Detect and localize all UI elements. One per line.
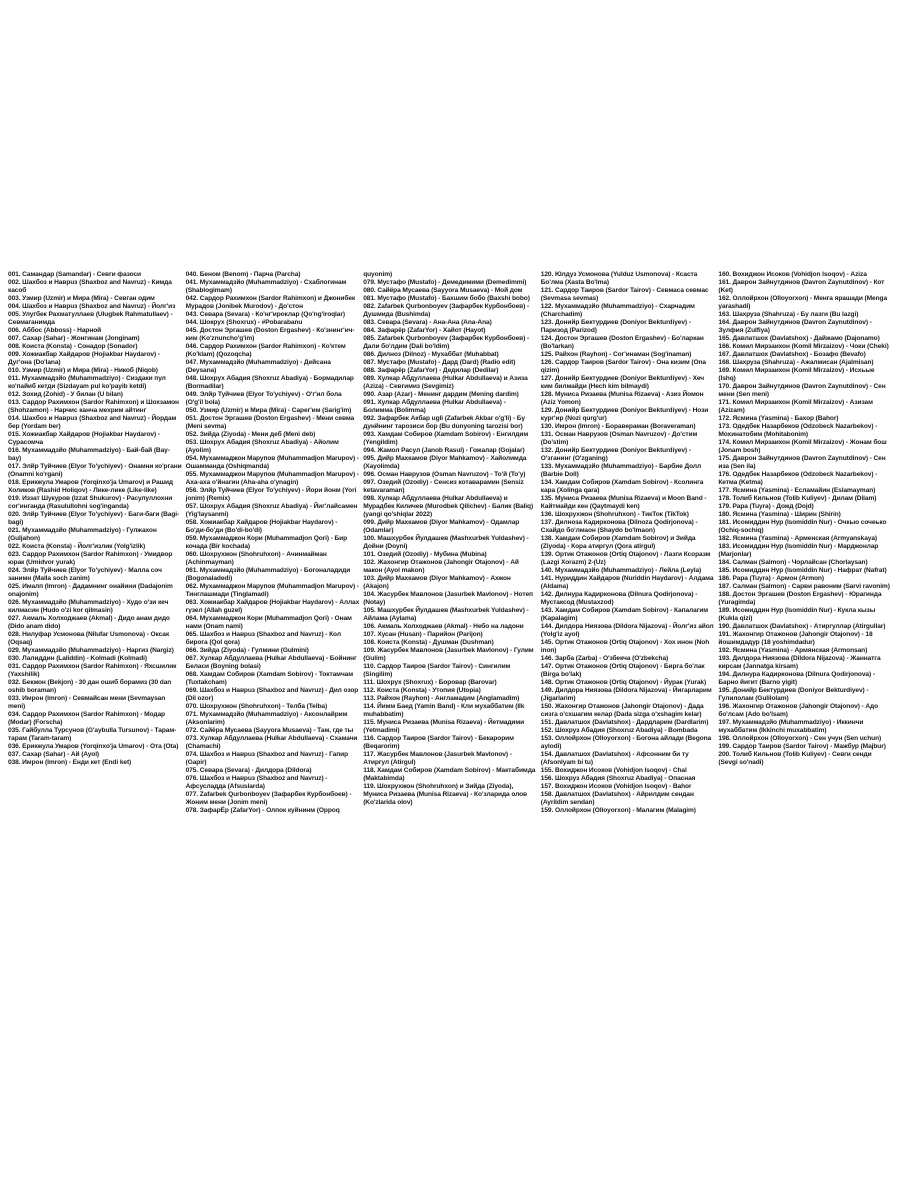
song-entry: 186. Рара (Tuyra) - Армон (Armon) [718,575,824,582]
song-entry: 013. Сардор Рахимхон (Sardor Rahimxon) и Шохзамон (Shohzamon) - Нарчис канча мехрим айтинг [8,399,179,414]
song-column-2 [186,271,360,931]
song-entry: 037. Сахар (Sahar) - Ай (Ayol) [8,751,100,758]
song-entry: 095. Дийр Махкамов (Diyor Mahkamov) - Хайолимда (Xayolimda) [363,455,527,470]
song-entry: 035. Гайбулла Турсунов (G'aybulla Tursunov) - Тарам-тарам (Taram-taram) [8,727,177,742]
song-entry: 130. Имрон (Imron) - Бораверaман (Boraveraman) [540,423,696,430]
song-entry: 041. Мухаммадзйо (Muhammadziyo) - Схаблогинам (Shablogimam) [185,279,347,294]
song-entry: 071. Мухаммадзйо (Muhammadziyo) - Аксонлайрим (Aksonlarim) [185,711,348,726]
song-entry: 075. Севара (Sevara) - Дилдора (Dildora) [185,767,312,774]
song-entry: 121. Сардор Таиров (Sardor Tairov) - Севмаса севмас (Sevmasa sevmas) [540,287,709,302]
song-entry: 076. Шахбоз и Наврuз (Shaxboz and Navruz) - Афсусладда (Afsuslarda) [185,775,328,790]
song-entry: 108. Коиста (Konsta) - Душман (Dushman) [363,639,494,646]
song-entry: 191. Жахонгир Отажонов (Jahongir Otajonov) - 18 йошимдадур (18 yoshimdadur) [718,631,873,646]
song-entry: 194. Дилнура Кадиркoнова (Dilnura Qodirjonova) - Барно йигит (Barno yigit) [718,671,875,686]
song-entry: 185. Исомиддин Нур (Isomiddin Nur) - Нафрат (Nafrat) [718,567,887,574]
song-entry: 084. Зафарёр (ZafarYor) - Хайот (Hayot) [363,327,486,334]
song-entry: 128. Муниса Ризаева (Munisa Rizaeva) - Азиз Йомон (Aziz Yomon) [540,391,704,406]
song-entry: 187. Салман (Salmon) - Сарви равоним (Sarvi ravonim) [718,583,890,590]
song-entry: 150. Жахонгир Отажонов (Jahongir Otajonov) - Дада сизга о'схшагим келар (Dada sizga o'xshagim kelar) [540,703,704,718]
song-entry: 082. Zafarbek Qurbonboyev (Зафарбек Курбонбоев) - Душмида (Bushimda) [363,303,530,318]
song-entry: 198. Оллойрхон (Olloyorxon) - Сен учун (Sen uchun) [718,735,882,742]
song-entry: 106. Акмаль Холходжаев (Akmal) - Небо на ладони [363,623,524,630]
song-entry: 120. Юлдуз Усмонова (Yulduz Usmonova) - Ксаста Бо'лма (Xasta Bo'lma) [540,271,698,286]
song-entry: 074. Шахбоз и Наврuз (Shaxboz and Navruz) - Гапир (Gapir) [185,751,349,766]
song-entry: 042. Сардор Рахимхон (Sardor Rahimxon) и Джонибек Мурадов (Jonibek Murodov) - До'стон [185,295,356,310]
song-entry: 199. Сардор Таиров (Sardor Tairov) - Мажбур (Majbur) [718,743,886,750]
song-entry: 180. Ясмина (Yasmina) - Ширин (Shirin) [718,511,841,518]
song-entry: 172. Ясмина (Yasmina) - Бахор (Bahor) [718,415,839,422]
song-entry: 028. Нилуфар Усмонова (Nilufar Usmonova) - Оксак (Oqsaq) [8,631,170,646]
song-entry: 160. Вохиджон Исоков (Vohidjon Isoqov) - Aziza [718,271,867,278]
song-entry: 143. Хамдам Собиров (Xamdam Sobirov) - Капалагим (Kapalagim) [540,607,709,622]
song-entry: 091. Хулкар Абдуллаева (Hulkar Abdullaeva) - Болимма (Bolimma) [363,399,506,414]
song-entry: 020. Элйр Туйчиев (Elyor To'ychiyev) - Баги-баги (Bagi-bagi) [8,511,180,526]
song-entry: 072. Сайёра Мусаева (Sayyora Musaeva) - Там, где ты [185,727,354,734]
song-entry: 141. Нуриддин Хайдаров (Nuriddin Haydarov) - Алдама (Aldama) [540,575,714,590]
song-entry: 102. Жахонгир Отажонов (Jahongir Otajonov) - Ай макон (Ayol makon) [363,559,519,574]
song-entry: 023. Сардор Рахимхон (Sardor Rahimxon) - Умидвор юрак (Umidvor yurak) [8,551,173,566]
song-entry: 006. Аббос (Abboss) - Нарной [8,327,102,334]
song-entry: 119. Шохрухжон (Shohruhxon) и Зийда (Ziyoda), Муниса Ризаева (Munisa Rizaeva) - Ко'зларида олов (Ko'zlarida olov) [363,783,528,806]
song-entry: 111. Шохрух (Shoxrux) - Боровар (Barovar) [363,679,497,686]
song-entry: 032. Бекжон (Bekjon) - 30 дан ошиб борамиз (30 dan oshib boraman) [8,679,172,694]
song-entry: 146. Зарба (Zarba) - О'збекча (O'zbekcha) [540,655,669,662]
song-entry: 099. Дийр Махкамов (Diyor Mahkamov) - Одамлар (Odamlar) [363,519,520,534]
song-entry: 113. Райхон (Rayhon) - Англамадим (Anglamadim) [363,695,520,702]
song-entry: 196. Жахонгир Отажонов (Jahongir Otajonov) - Адо бо'лсам (Ado bo'lsam) [718,703,879,718]
song-entry: 096. Осман Наврузов (Osman Navruzov) - То'й (To'y) [363,471,526,478]
song-entry: 129. Донийр Бектурдиев (Doniyor Bekturdiyev) - Нози кург'ир (Nozi qurg'ur) [540,407,709,422]
song-entry: 117. Жасурбек Мавлонов (Jasurbek Mavlonov) - Атиргул (Atirgul) [363,751,512,766]
song-entry: 123. Донийр Бектурдиев (Doniyor Bekturdiyev) - Паризод (Parizod) [540,319,691,334]
song-entry: 156. Шохруз Абадия (Shoxruz Abadiya) - Опасная [540,775,696,782]
song-entry: 012. Зохид (Zohid) - У билан (U bilan) [8,391,123,398]
song-column-4 [541,271,715,931]
song-entry: 195. Донийр Бектурдиев (Doniyor Bekturdiyev) - Гулилолам (Gulilolam) [718,687,869,702]
song-entry: 065. Шахбоз и Наврuз (Shaxboz and Navruz) - Кол бирога (Qol qora) [185,631,341,646]
song-entry: 054. Мухаммаджон Марупов (Muhammadjon Marupov) - Ошамманда (Oshiqmanda) [185,455,359,470]
song-entry: 001. Самандар (Samandar) - Севги фазоси [8,271,141,278]
song-entry: 062. Мухаммаджон Марупов (Muhammadjon Marupov) - Тинглашмади (Tinglamadi) [185,583,359,598]
song-entry: 046. Сардор Рахимхон (Sardor Rahimxon) - Ко'ктем (Ko'klam) (Qozoqcha) [185,343,346,358]
song-entry: 192. Ясмина (Yasmina) - Армянская (Armonsan) [718,647,868,654]
song-entry: 174. Комил Мирзаихон (Komil Mirzaizov) - Жонам бош (Jonam bosh) [718,439,887,454]
song-entry: 010. Узмир (Uzmir) и Мира (Mira) - Никоб (Niqob) [8,367,158,374]
song-entry: 068. Хамдам Собиров (Xamdam Sobirov) - Токтамчам (Tuxtakcham) [185,671,354,686]
song-entry: 109. Жасурбек Мавлонов (Jasurbek Mavlonov) - Гулим (Gulim) [363,647,534,662]
song-entry: 154. Давлатшох (Davlatshox) - Афсонним би ту (Afsonlyam bi tu) [540,751,689,766]
song-entry: 025. Ималп (Imron) - Дадамнинг онайини (Dadajonim onajonim) [8,583,173,598]
song-entry: 098. Хулкар Абдуллаева (Hulkar Abdullaeva) и Мурадбек Киличев (Murodbek Qilichev) - Балик (Baliq) (yangi qo'shiqlar 2022) [363,495,534,518]
song-entry: 125. Райхон (Rayhon) - Сог'инаман (Sog'inaman) [540,351,692,358]
song-entry: 127. Донийр Бектурдиев (Doniyor Bekturdiyev) - Хеч ким билмайди (Hech kim bilmaydi) [540,375,705,390]
song-entry: 179. Рара (Tuyra) - Дожд (Dojd) [718,503,814,510]
song-entry: 118. Хамдам Собиров (Xamdam Sobirov) - Мактабимда (Maktabimda) [363,767,536,782]
song-entry: 051. Достон Эргашев (Doston Ergashev) - Мени севма (Meni sevma) [185,415,355,430]
song-entry: 158. Давлатшох (Davlatshox) - Айрилдим сендан (Ayrildim sendan) [540,791,694,806]
song-entry: 114. Йимм Баед (Yamin Band) - Кли мухаббатим (Ilk muhabbatim) [363,703,525,718]
song-entry: 069. Шахбоз и Наврuз (Shaxboz and Navruz) - Дил озор (Dil ozor) [185,687,359,702]
song-entry: 092. Зафарбек Акбар ugli (Zafarbek Akbar o'g'li) - Бу дунйнинг тарозиси бор (Bu dunyoning tarozisi bor) [363,415,525,430]
song-entry: 070. Шохрухжон (Shohruhxon) - Телба (Telba) [185,703,328,710]
song-entry: 044. Шокрух (Shoxrux) - #Pobarabanu [185,319,303,326]
song-entry: 148. Ортик Отажонов (Ortiq Otajonov) - Йурак (Yurak) [540,679,707,686]
song-entry: 177. Ясмина (Yasmina) - Есламайин (Eslamayman) [718,487,876,494]
song-entry: 112. Коиста (Konsta) - Утопия (Utopia) [363,687,481,694]
song-entry: 009. Хожиакбар Хайдаров (Hojiakbar Haydarov) - Дуг'онa (Do'lana) [8,351,160,366]
song-entry: 137. Дилноза Кадиркoнова (Dilnoza Qodirjonova) - Схайдо бо'лмаон (Shaydo bo'lmaon) [540,519,698,534]
song-entry: 144. Дилдора Ниязова (Dildora Nijazova) - Йолг'из айол (Yolg'iz ayol) [540,623,714,638]
song-entry: 004. Шахбоз и Наврuз (Shaxboz and Navruz) - Йолг'из [8,303,176,310]
song-entry: 142. Дилнура Кадиркoнова (Dilnura Qodirjonova) - Мустаксод (Mustaxzod) [540,591,698,606]
song-entry: 103. Дийр Махкамов (Diyor Mahkamov) - Ахжон (Akajon) [363,575,511,590]
song-entry: 124. Достон Эргашев (Doston Ergashev) - Бо'ларкан (Bo'larkan) [540,335,704,350]
song-entry: 033. Имрон (Imron) - Севмайсан мени (Sevmaysan meni) [8,695,166,710]
song-entry: 089. Хулкар Абдуллаева (Hulkar Abdullaeva) и Азиза (Aziza) - Севгимиз (Sevgimiz) [363,375,528,390]
song-entry: 066. Зийда (Ziyoda) - Гулмини (Gulmini) [185,647,309,654]
song-entry: 135. Муниса Ризаева (Munisa Rizaeva) и Moon Band - Кайтмайди кен (Qaytmaydi ken) [540,495,707,510]
song-entry: 188. Достон Эргашев (Doston Ergashev) - Юрагинда (Yuragimda) [718,591,882,606]
song-column-3 [363,271,537,931]
song-entry: 077. Zafarbek Qurbonboyev (Зафарбек Курбонбоев) - Жоним мени (Jonim meni) [185,791,352,806]
song-entry: 155. Вохиджон Исоков (Vohidjon Isoqov) - Chal [540,767,687,774]
song-entry: 040. Беном (Benom) - Парча (Parcha) [185,271,301,278]
song-entry: 184. Салман (Salmon) - Чорлайсан (Chorlaysan) [718,559,868,566]
song-entry: 181. Исомиддин Нур (Isomiddin Nur) - Очкыо сочеько (Ochiq-sochiq) [718,519,887,534]
song-entry: 175. Даврон Зайнутдинов (Davron Zaynutdinov) - Сен иза (Sen ila) [718,455,886,470]
song-entry: 024. Элйр Туйчиев (Elyor To'ychiyev) - Малла соч занимн (Malla soch zanim) [8,567,162,582]
song-entry: 047. Мухаммадзйо (Muhammadziyo) - Дейсана (Deysana) [185,359,331,374]
song-entry: 086. Дилноз (Dilnoz) - Мухаббат (Muhabbat) [363,351,499,358]
song-entry: 029. Мухаммадзйо (Muhammadziyo) - Наргиз (Nargiz) [8,647,174,654]
song-entry: 178. Толиб Кильнов (Tolib Kuliyev) - Дилам (Dilam) [718,495,877,502]
song-entry: 139. Ортик Отажонов (Ortiq Otajonov) - Лазги Ксоразм (Lazgi Xorazm) 2-(Uz) [540,551,711,566]
song-entry: 090. Азар (Azar) - Менинг дардим (Mening dardim) [363,391,519,398]
song-entry: 048. Шохрух Абадия (Shoxruz Abadiya) - Бормадилар (Bormadilar) [185,375,354,390]
song-entry: 151. Давлатшох (Davlatshox) - Дардларим (Dardlarim) [540,719,709,726]
song-entry: 034. Сардор Рахимхон (Sardor Rahimxon) - Модар (Modar) (Forscha) [8,711,165,726]
song-entry: 063. Хожиакбар Хайдаров (Hojiakbar Haydarov) - Аллах гузел (Allah guzel) [185,599,360,614]
song-entry: 019. Иззат Шукуров (Izzat Shukurov) - Расулуллохни сог'инганда (Rasulullohni sog'inganda) [8,495,173,510]
song-entry: 167. Давлатшох (Davlatshox) - Бозафо (Bevafo) [718,351,866,358]
song-entry: 049. Элйр Туйчиев (Elyor To'ychiyev) - О'г'ил бола (O'g'il bola) [185,391,342,406]
song-entry: 165. Давлатшох (Davlatshox) - Дайжамо (Dajonamo) [718,335,880,342]
song-entry: 008. Коиста (Konsta) - Сонадор (Sonador) [8,343,138,350]
song-entry: 018. Ерикжула Умаров (Yorqinxo'ja Umarov) и Рашид Холиков (Rashid Holiqov) - Лике-лике (Like-like) [8,479,174,494]
song-entry: 169. Комил Мирзаихон (Komil Mirzaizov) - Исхьые (Ishq) [718,367,875,382]
song-entry: 022. Коиста (Konsta) - Йолг'излик (Yolg'izlik) [8,543,146,550]
song-entry: 163. Шахруза (Shahruza) - Бу лазги (Bu lazgi) [718,311,859,318]
song-entry: 136. Шохрухжон (Shohruhxon) - ТикТок (TikTok) [540,511,689,518]
song-entry: 017. Элйр Туйчиев (Elyor To'ychiyev) - Онамни ко'ргани (Onamni ko'rgani) [8,463,182,478]
song-entry: 126. Сардор Таиров (Sardor Tairov) - Она кизим (Ona qizim) [540,359,706,374]
song-entry: 115. Муниса Ризаева (Munisa Rizaeva) - Йетмадими (Yetmadimi) [363,719,525,734]
song-entry: 200. Толиб Кильнов (Tolib Kuliyev) - Севги сенди (Sevgi so'nadi) [718,751,872,766]
song-entry: 073. Хулкар Абдуллаева (Hulkar Abdullaeva) - Схамачи (Chamachi) [185,735,358,750]
song-entry: 166. Комил Мирзаихон (Komil Mirzaizov) - Чоки (Cheki) [718,343,889,350]
song-entry: 094. Жамол Расул (Janob Rasul) - Гожалар (Gojalar) [363,447,525,454]
song-list-sheet [8,271,892,931]
song-column-5 [718,271,892,931]
song-entry: 193. Дилдора Ниязова (Dildora Nijazova) - Жаннатга кирсам (Jannatga kirsam) [718,655,881,670]
song-entry: 026. Мухаммадзйо (Muhammadziyo) - Худо о'зи кеч килмасин (Hudo o'zi kor qilmasin) [8,599,169,614]
song-entry: 053. Шохрух Абадия (Shoxruz Abadiya) - Айолим (Ayolim) [185,439,339,454]
song-entry: 085. Zafarbek Qurbonboyev (Зафарбек Курбонбоев) - Дали бо'лдим (Dali bo'ldim) [363,335,530,350]
song-entry: 134. Хамдам Собиров (Xamdam Sobirov) - Ксолинга кара (Xolinga qara) [540,479,704,494]
song-entry: 145. Ортик Отажонов (Ortiq Otajonov) - Хох инон (Noh inon) [540,639,710,654]
song-entry: 031. Сардор Рахимхон (Sardor Rahimxon) - Яхсшилик (Yaxshilik) [8,663,177,678]
song-entry: 131. Осман Наврузов (Osman Navruzov) - До'стим (Do'stim) [540,431,698,446]
song-entry: 159. Оллойрхон (Olloyorxon) - Малагим (Malagim) [540,807,696,814]
song-entry: 173. Одедбек Назарбеков (Odzobeck Nazarbekov) - Мохинатобим (Mohitabonim) [718,423,878,438]
song-entry: 161. Даврон Зайнутдинов (Davron Zaynutdinov) - Кот (Ket) [718,279,885,294]
song-entry: 003. Узмир (Uzmir) и Мира (Mira) - Севган одим [8,295,155,302]
song-entry: 122. Мухаммадзйо (Muhammadziyo) - Схарчадим (Charchadim) [540,303,695,318]
song-entry: 171. Комил Мирзаихон (Komil Mirzaizov) - Азизам (Azizam) [718,399,873,414]
song-entry: 016. Мухаммадзйо (Muhammadziyo) - Бай-бай (Bay-bay) [8,447,170,462]
song-entry: 110. Сардор Таиров (Sardor Tairov) - Сингилим (Singilim) [363,663,511,678]
song-entry: 002. Шахбоз и Наврuз (Shaxboz and Navruz) - Кимда касоб [8,279,172,294]
song-entry: 152. Шохруз Абадия (Shoxruz Abadiya) - Bombada [540,727,698,734]
song-entry: 052. Зийда (Ziyoda) - Мени деб (Meni deb) [185,431,316,438]
song-entry: 107. Хусан (Husan) - Парийон (Parijon) [363,631,483,638]
song-entry: 015. Хожиакбар Хайдаров (Hojiakbar Haydarov) - Сурасомча [8,431,160,446]
song-entry: 014. Шахбоз и Наврuз (Shaxboz and Navruz) - Йордам бер (Yordam ber) [8,415,177,430]
song-entry: 036. Ерикжула Умаров (Yorqinxo'ja Umarov) - Ота (Ota) [8,743,179,750]
song-entry: 011. Мухаммадзйо (Muhammadziyo) - Сиздаки пул ко'пайиб кетди (Sizdayam pul ko'payib ketdi) [8,375,166,390]
song-entry: 043. Севара (Sevara) - Ко'нг'ироклар (Qo'ng'iroqlar) [185,311,345,318]
song-entry: 080. Сайёра Мусаева (Sayyora Musaeva) - Мой дом [363,287,523,294]
song-entry: 093. Хамдам Собиров (Xamdam Sobirov) - Енгилдим (Yengildim) [363,431,529,446]
song-entry: 060. Шохрухжон (Shohruhxon) - Ачинмайман (Achinmayman) [185,551,327,566]
song-entry: 005. Улугбек Рахматуллаев (Ulugbek Rahmatullaev) - Севмаганимда [8,311,173,326]
song-entry: 149. Дилдора Ниязова (Dildora Nijazova) - Йигарларим (Jigarlarim) [540,687,712,702]
song-entry: 132. Донийр Бектурдиев (Doniyor Bekturdiyev) - О'зганинг (O'zganing) [540,447,691,462]
song-entry: 140. Мухаммадзйо (Muhammadziyo) - Лейла (Leyla) [540,567,702,574]
song-entry: 059. Мухаммаджон Кори (Muhammadjon Qori) - Бир кочада (Bir kochada) [185,535,348,550]
song-entry: 176. Одедбек Назарбеков (Odzobeck Nazarbekov) - Кетма (Ketma) [718,471,878,486]
song-entry: 170. Даврон Зайнутдинов (Davron Zaynutdinov) - Сен мени (Sen meni) [718,383,886,398]
song-entry: 197. Мухаммадзйо (Muhammadziyo) - Иккинчи мухаббатим (Ikkinchi muxabbatim) [718,719,864,734]
song-entry: 153. Оллойрхон (Olloyorxon) - Богона айлади (Begona aylodi) [540,735,712,750]
song-entry: 079. Мустафо (Mustafo) - Демедимими (Demedimmi) [363,279,527,286]
song-entry: 078. ЗафарЁр (ZafarYor) - Олпок куйнинм (Oppoq [185,807,340,814]
song-entry: 038. Имрон (Imron) - Енди кет (Endi ket) [8,759,132,766]
song-column-1 [8,271,182,931]
song-entry: 050. Узмир (Uzmir) и Мира (Mira) - Сарег'им (Sarig'im) [185,407,352,414]
song-entry: 083. Севара (Sevara) - Ана-Ана (Ana-Ana) [363,319,492,326]
song-entry: 045. Достон Эргашев (Doston Ergashev) - Ко'знинг'ич-ким (Ko'znuncho'g'im) [185,327,355,342]
song-entry: 064. Мухаммаджон Кори (Muhammadjon Qori) - Онам нами (Onam nami) [185,615,352,630]
song-entry: 104. Жасурбек Мавлонов (Jasurbek Mavlonov) - Нотеп (Notay) [363,591,533,606]
song-entry: 164. Даврон Зайнутдинов (Davron Zaynutdinov) - Зулфия (Zulfiya) [718,319,872,334]
song-entry: 055. Мухаммаджон Марупов (Muhammadjon Marupov) - Аха-аха о'йнагин (Aha-aha o'ynagin) [185,471,359,486]
song-entry: 182. Ясмина (Yasmina) - Арменская (Armyanskaya) [718,535,877,542]
song-entry: 087. Мустафо (Mustafo) - Дард (Dard) (Radio edit) [363,359,516,366]
song-entry: 168. Шахруза (Shahruza) - Ажалмисан (Ajalmisan) [718,359,874,366]
song-entry: 097. Озедий (Ozodiy) - Сенсиз котаварамин (Sensiz ketavaraman) [363,479,524,494]
song-entry: 067. Хулкар Абдуллаева (Hulkar Abdullaeva) - Бойнинг Беласи (Boyning bolasi) [185,655,357,670]
song-entry: 058. Хожиакбар Хайдаров (Hojiakbar Haydarov) - Бо'ди-бо'ди (Bo'di-bo'di) [185,519,338,534]
song-entry: 157. Вохиджон Исоков (Vohidjon Isoqov) - Bahor [540,783,692,790]
song-entry: quyonim) [363,271,393,278]
song-entry: 088. Зафарёр (ZafarYor) - Дедилар (Dedilar) [363,367,499,374]
song-entry: 138. Хамдам Собиров (Xamdam Sobirov) и Зийда (Ziyoda) - Кора атиргул (Qora atirgul) [540,535,696,550]
song-entry: 030. Лалиддин (Laliddin) - Kolmadi (Kolmadi) [8,655,147,662]
song-entry: 027. Акмаль Холходжаев (Akmal) - Дидо анам дидо (Dido anam dido) [8,615,170,630]
song-entry: 057. Шохрух Абадия (Shoxruz Abadiya) - Йиг'лайсамен (Yig'laysanmi) [185,503,358,518]
song-entry: 105. Машхурбек Йулдашев (Mashxurbek Yuldashev) - Айлама (Aylama) [363,607,529,622]
song-entry: 183. Исомиддин Нур (Isomiddin Nur) - Марджонлар (Marjonlar) [718,543,879,558]
song-entry: 007. Сахар (Sahar) - Жонгинам (Jonginam) [8,335,140,342]
song-entry: 100. Машхурбек Йулдашев (Mashxurbek Yuldashev) - Дойни (Doyni) [363,535,529,550]
song-entry: 147. Ортик Отажонов (Ortiq Otajonov) - Бирга бо'лак (Birga bo'lak) [540,663,705,678]
song-entry: 101. Озедий (Ozodiy) - Мубина (Mubina) [363,551,487,558]
song-entry: 056. Элйр Туйчиев (Elyor To'ychiyev) - Йори йонм (Yori jonim) (Remix) [185,487,357,502]
song-entry: 116. Сардор Таиров (Sardor Tairov) - Бекарорим (Beqarorim) [363,735,514,750]
song-entry: 189. Исомиддин Нур (Isomiddin Nur) - Кукла кызы (Kukla qizi) [718,607,876,622]
song-entry: 021. Мухаммадзйо (Muhammadziyo) - Гулжахон (Guljahon) [8,527,157,542]
song-entry: 162. Оллойрхон (Olloyorxon) - Менга ярашади (Menga yarashadi) [718,295,888,310]
song-entry: 133. Мухаммадзйо (Muhammadziyo) - Барбие Долл (Barbie Doll) [540,463,702,478]
song-entry: 081. Мустафо (Mustafo) - Бахшим бобо (Baxshi bobo) [363,295,530,302]
song-entry: 190. Давлатшох (Davlatshox) - Атиргуллар (Atirgullar) [718,623,886,630]
song-entry: 061. Мухаммадзйо (Muhammadziyo) - Богоналадиди (Bogonaladedi) [185,567,351,582]
